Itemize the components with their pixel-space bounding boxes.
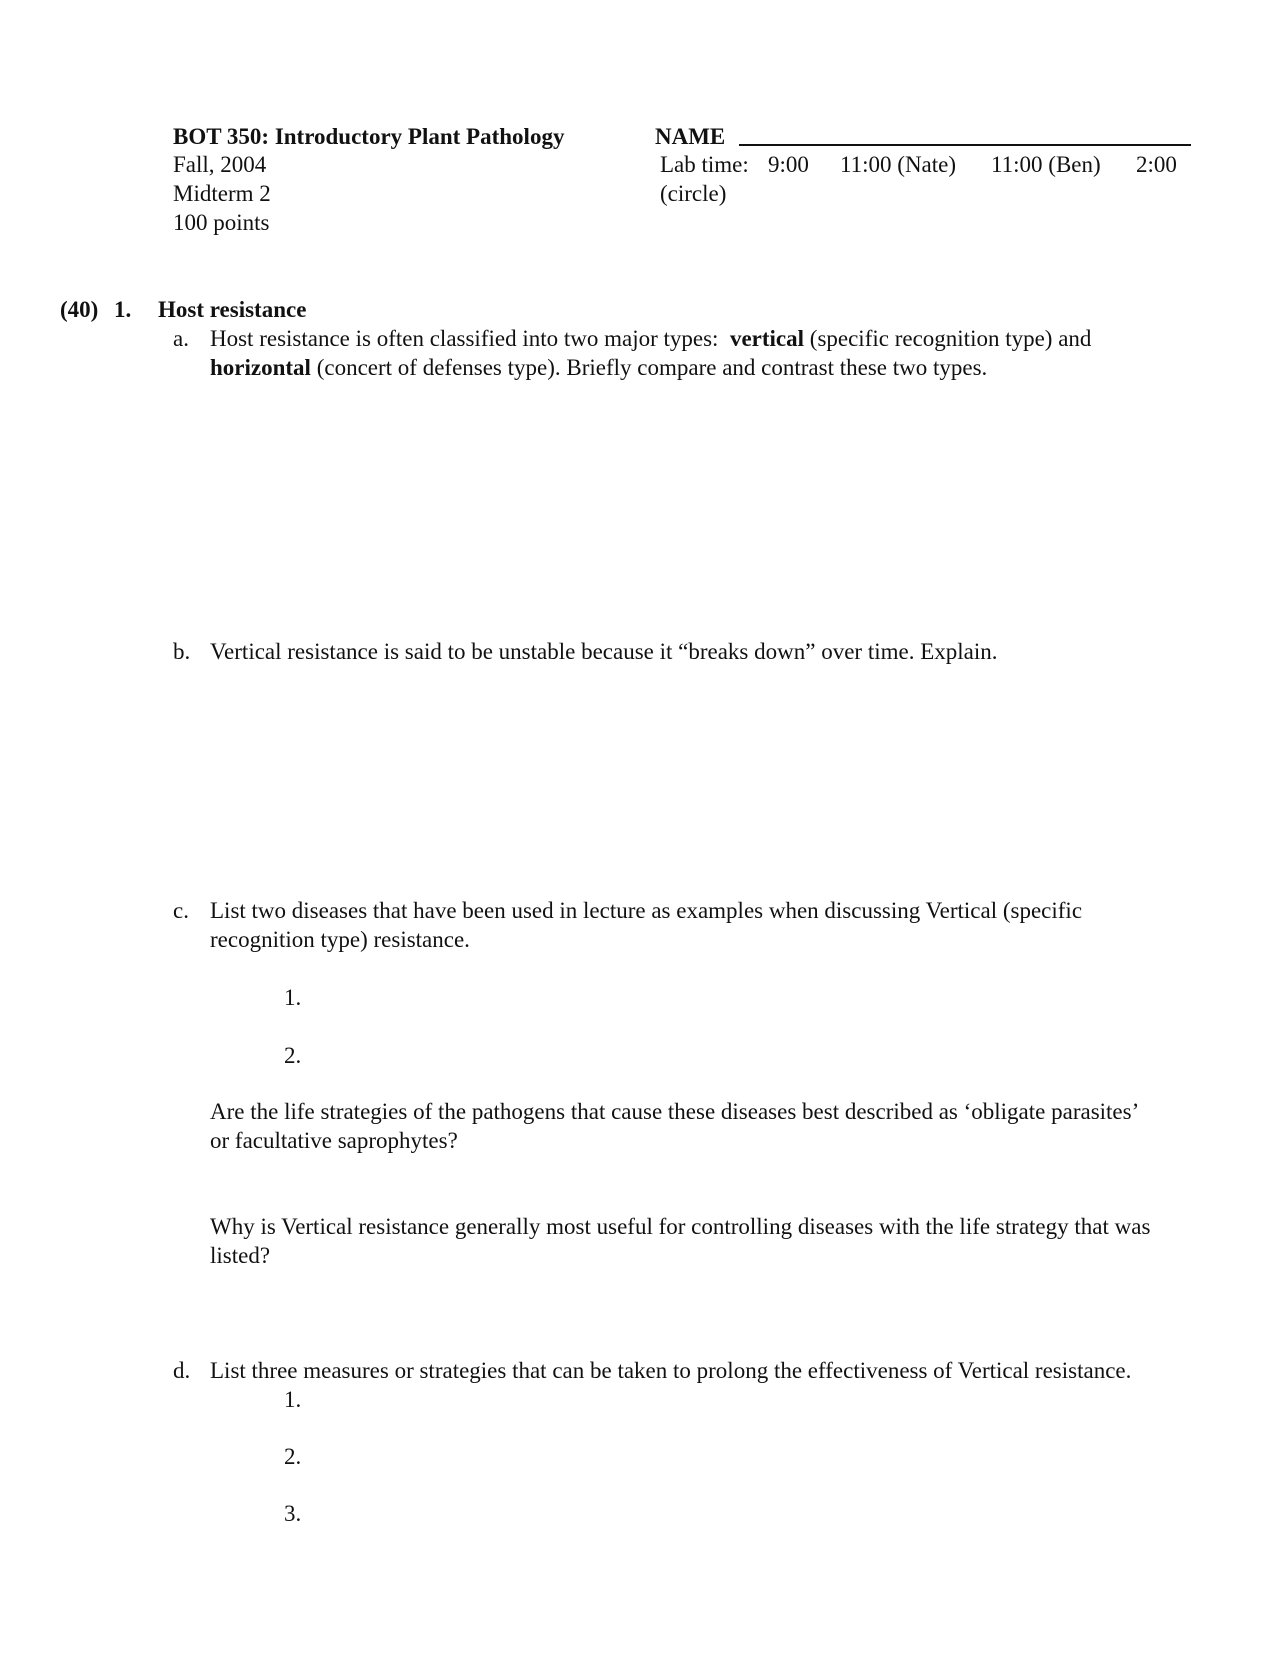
total-points: 100 points xyxy=(173,210,270,235)
term-horizontal: horizontal xyxy=(210,355,311,380)
part-d-text: List three measures or strategies that can be taken to prolong the effectiveness of Vertical resistance. xyxy=(210,1358,1132,1383)
part-letter-c: c. xyxy=(173,898,189,923)
part-b-text: Vertical resistance is said to be unstable because it “breaks down” over time. Explain. xyxy=(210,639,998,664)
question-title: Host resistance xyxy=(158,297,307,322)
question-points: (40) xyxy=(60,297,99,322)
lab-time-label: Lab time: xyxy=(660,152,749,177)
term: Fall, 2004 xyxy=(173,152,267,177)
lab-time-option[interactable]: 9:00 xyxy=(768,152,809,177)
part-c-line-1: List two diseases that have been used in lecture as examples when discussing Vertical (specific xyxy=(210,898,1083,923)
lab-time-option[interactable]: 11:00 (Ben) xyxy=(991,152,1101,177)
exam-name: Midterm 2 xyxy=(173,181,271,206)
lab-time-option[interactable]: 11:00 (Nate) xyxy=(840,152,957,177)
part-c-question-3-line-1: Why is Vertical resistance generally most useful for controlling diseases with the life strategy that was xyxy=(210,1214,1151,1239)
question-number: 1. xyxy=(114,297,132,322)
name-label: NAME xyxy=(655,124,726,149)
part-c-question-2-line-2: or facultative saprophytes? xyxy=(210,1128,458,1153)
answer-item-number: 3. xyxy=(284,1501,302,1526)
lab-time-option[interactable]: 2:00 xyxy=(1136,152,1177,177)
answer-item-number: 2. xyxy=(284,1043,302,1068)
part-a-line-2 xyxy=(210,353,987,382)
part-a-line-1 xyxy=(210,324,1091,353)
part-letter-b: b. xyxy=(173,639,191,664)
term-vertical: vertical xyxy=(729,326,805,351)
course-title: BOT 350: Introductory Plant Pathology xyxy=(173,124,565,149)
part-a-text: (specific recognition type) and xyxy=(809,326,1092,351)
answer-item-number: 2. xyxy=(284,1444,302,1469)
part-c-line-2: recognition type) resistance. xyxy=(210,927,470,952)
part-a-text: (concert of defenses type). Briefly compare and contrast these two types. xyxy=(316,355,988,380)
part-c-question-3-line-2: listed? xyxy=(210,1243,271,1268)
name-blank-line[interactable] xyxy=(739,144,1191,146)
circle-note: (circle) xyxy=(660,181,727,206)
part-letter-a: a. xyxy=(173,326,189,351)
answer-item-number: 1. xyxy=(284,1387,302,1412)
part-c-question-2-line-1: Are the life strategies of the pathogens that cause these diseases best described as ‘obligate parasites’ xyxy=(210,1099,1140,1124)
part-a-text: Host resistance is often classified into two major types: xyxy=(210,326,719,351)
part-letter-d: d. xyxy=(173,1358,191,1383)
answer-item-number: 1. xyxy=(284,985,302,1010)
